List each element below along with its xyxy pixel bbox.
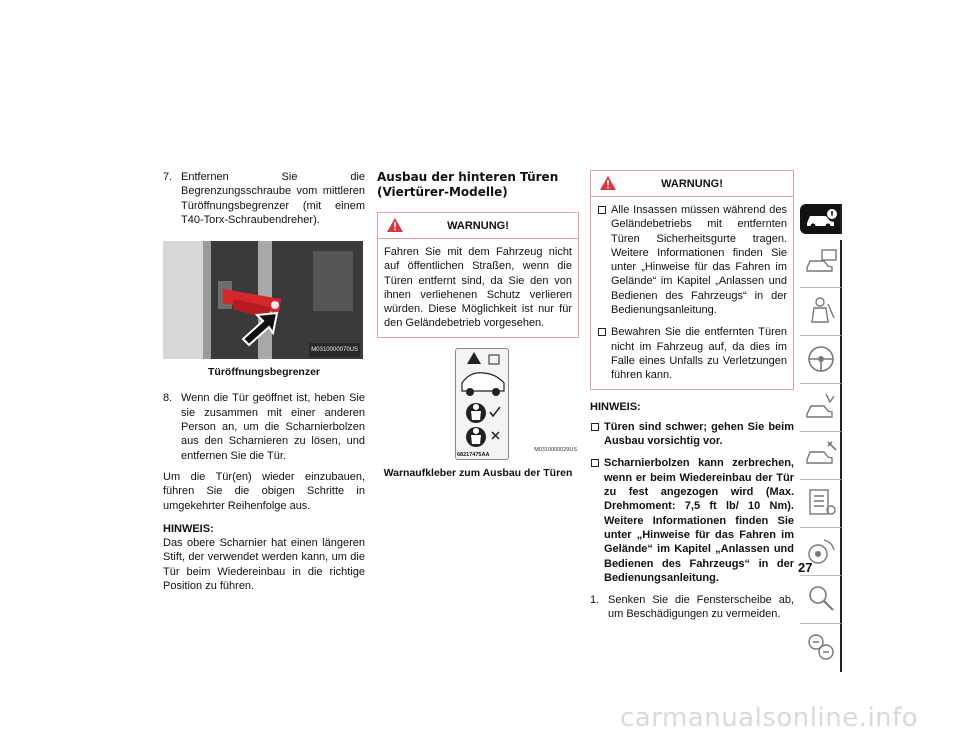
step-8 (163, 391, 365, 462)
seat-airbag-icon (804, 294, 838, 328)
sticker-caption: Warnaufkleber zum Ausbau der Türen (383, 466, 573, 479)
image-reference: M0310000029US (534, 447, 577, 454)
tab-specifications[interactable] (800, 480, 842, 528)
bullet-square-icon (598, 206, 606, 214)
step-text: Entfernen Sie die Begrenzungsschraube vom mittleren Türöffnungsbegrenzer (mit einem T40-Torx-Schraubendreher). (181, 171, 365, 226)
bullet-square-icon (591, 459, 599, 467)
page-number: 27 (798, 560, 813, 575)
note-bullet (590, 456, 794, 585)
bullet-text: Bewahren Sie die entfernten Türen nicht im Fahrzeug auf, da dies im Falle eines Unfalls zu Verletzungen führen kann. (611, 326, 787, 382)
door-check-illustration (163, 241, 363, 359)
tab-car-message[interactable] (800, 240, 842, 288)
car-crash-icon (804, 390, 838, 424)
column-middle (377, 170, 579, 492)
reassembly-text: Um die Tür(en) wieder einzubauen, führen Sie die obigen Schritte in umgekehrter Reihenfolge aus. (163, 470, 365, 512)
sticker-illustration (456, 349, 510, 461)
bullet-text: Scharnierbolzen kann zerbrechen, wenn er beim Wiedereinbau der Tür zu fest angezogen wird (Max. Drehmoment: 7,5 ft lb/ 10 Nm). Weitere Informationen finden Sie unter „Hinweise für das Fahren im Gelände“ im Kapitel „Anlassen und Bedienen des Fahrzeugs“ in der Bedienungsanleitung. (604, 457, 794, 584)
tab-languages[interactable] (800, 624, 842, 672)
step-number: 1. (590, 594, 600, 607)
warning-header (591, 171, 793, 197)
warning-triangle-icon (599, 175, 617, 191)
tab-car-service[interactable] (800, 432, 842, 480)
step-text: Senken Sie die Fensterscheibe ab, um Beschädigungen zu vermeiden. (608, 594, 794, 621)
warning-body (591, 197, 793, 389)
note-text: Das obere Scharnier hat einen längeren Stift, der verwendet werden kann, um die Tür beim Wiedereinbau in die richtige Position zu führen. (163, 537, 365, 593)
step-number: 7. (163, 171, 173, 183)
warning-title: WARNUNG! (661, 178, 723, 190)
warning-header (378, 213, 578, 239)
bullet-square-icon (598, 328, 606, 336)
step-7 (163, 170, 365, 227)
step-text: Wenn die Tür geöffnet ist, heben Sie sie zusammen mit einer anderen Person an, um die Scharnierbolzen aus den Scharnieren zu lösen, und entfernen Sie die Tür. (181, 392, 365, 462)
bullet-square-icon (591, 423, 599, 431)
car-message-icon (804, 246, 838, 280)
warning-title: WARNUNG! (447, 220, 509, 232)
note-bullet (590, 420, 794, 449)
warning-sticker-figure (377, 348, 577, 460)
languages-icon (804, 630, 838, 664)
tab-seat-airbag[interactable] (800, 288, 842, 336)
warning-box (590, 170, 794, 390)
section-title-line1: Ausbau der hinteren Türen (377, 170, 559, 184)
specifications-icon (804, 486, 838, 520)
warning-text: Fahren Sie mit dem Fahrzeug nicht auf öffentlichen Straßen, wenn die Türen entfernt sind, da Sie den von ihnen verliehenen Schutz verlieren würden. Diese Möglichkeit ist nur für den Geländebetrieb vorgesehen. (384, 246, 572, 330)
section-title-line2: (Viertürer-Modelle) (377, 185, 508, 199)
warning-box (377, 212, 579, 338)
steering-wheel-icon (804, 342, 838, 376)
chapter-tabs (800, 204, 842, 672)
warning-bullet (597, 203, 787, 317)
car-service-icon (804, 438, 838, 472)
note-label: HINWEIS: (590, 400, 641, 413)
column-left (163, 170, 365, 602)
photo-caption: Türöffnungsbegrenzer (208, 366, 320, 379)
step-1 (590, 593, 794, 622)
car-info-icon (804, 207, 838, 231)
tab-steering-wheel[interactable] (800, 336, 842, 384)
footer-watermark: carmanualsonline.info (620, 703, 919, 733)
step-number: 8. (163, 392, 173, 405)
warning-triangle-icon (386, 217, 404, 233)
door-check-photo (163, 241, 363, 359)
bullet-text: Alle Insassen müssen während des Geländebetriebs mit entfernten Türen Sicherheitsgurte tragen. Weitere Informationen finden Sie unter „Hinweise für das Fahren im Gelände“ im Kapitel „Anlassen und Bedienen des Fahrzeugs“ in der Bedienungsanleitung. (611, 204, 787, 317)
tab-car-crash[interactable] (800, 384, 842, 432)
sticker-code: 68217475AA (457, 451, 490, 458)
tab-index[interactable] (800, 576, 842, 624)
note-label: HINWEIS: (163, 522, 214, 535)
image-reference: M0310000070US (309, 343, 360, 357)
warning-bullet (597, 325, 787, 382)
tab-car-info[interactable] (800, 204, 842, 234)
bullet-text: Türen sind schwer; gehen Sie beim Ausbau vorsichtig vor. (604, 420, 794, 448)
warning-sticker (455, 348, 509, 460)
magnifier-icon (804, 582, 838, 616)
column-right (590, 170, 794, 629)
section-title (377, 170, 579, 200)
